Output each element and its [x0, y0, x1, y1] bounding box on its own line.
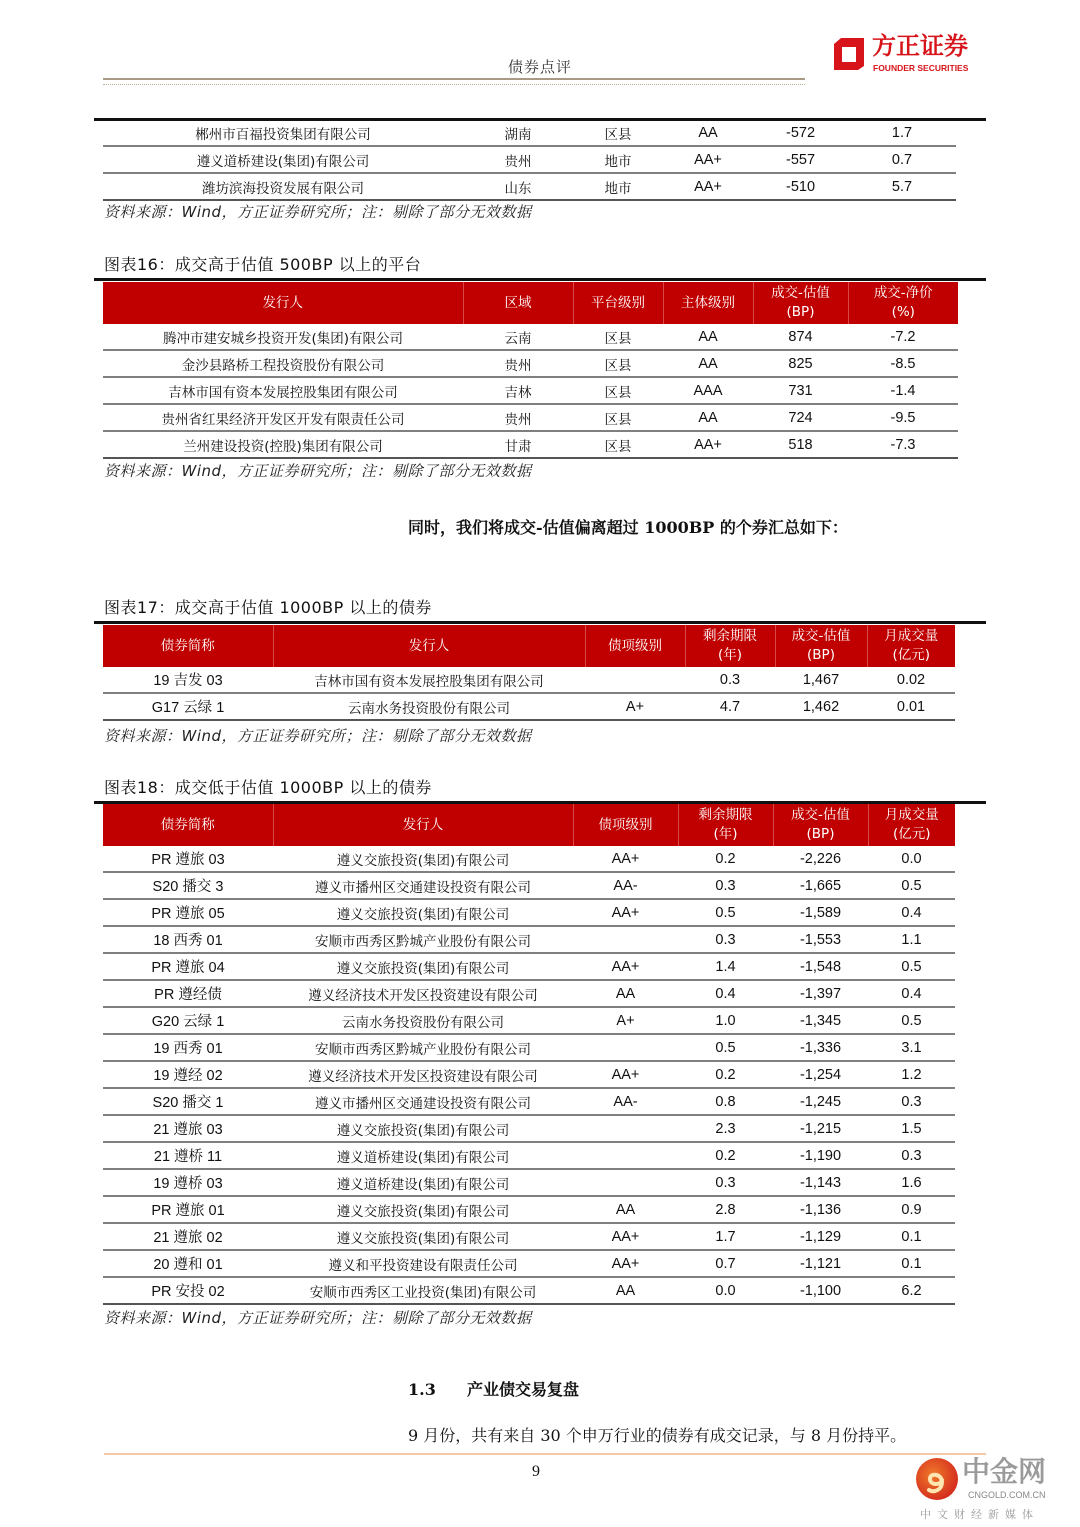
- col-header-bond-name: 债券简称: [103, 804, 273, 846]
- section-heading: [408, 1380, 579, 1400]
- report-section-title: 债券点评: [507, 58, 572, 76]
- issuer: 吉林市国有资本发展控股集团有限公司: [103, 377, 463, 404]
- bond-rating: AA: [573, 980, 678, 1007]
- spread-bp: -1,345: [773, 1007, 868, 1034]
- region: 贵州: [463, 404, 573, 431]
- spread-bp: -1,665: [773, 872, 868, 899]
- table-source-note: 资料来源：Wind，方正证券研究所；注：剔除了部分无效数据: [104, 462, 532, 480]
- section-number: 1.3: [408, 1380, 436, 1399]
- issuer: 贵州省红果经济开发区开发有限责任公司: [103, 404, 463, 431]
- footer-rule: [104, 1453, 986, 1455]
- remaining-term: 0.2: [678, 846, 773, 872]
- monthly-volume: 3.1: [868, 1034, 955, 1061]
- col-header-remaining-term: [685, 625, 775, 667]
- table-row: [103, 404, 958, 431]
- spread-bp: 518: [753, 431, 848, 458]
- col-header-issuer: 发行人: [273, 804, 573, 846]
- bond-rating: AA+: [573, 1223, 678, 1250]
- header-unit: (亿元): [892, 826, 931, 842]
- remaining-term: 0.3: [678, 1169, 773, 1196]
- table17-caption: 图表17：成交高于估值 1000BP 以上的债券: [104, 598, 432, 617]
- logo-text-en: FOUNDER SECURITIES: [873, 63, 969, 73]
- monthly-volume: 0.1: [868, 1223, 955, 1250]
- bond-rating: AA+: [573, 899, 678, 926]
- col-header-spread: [773, 804, 868, 846]
- spread-bp: 874: [753, 324, 848, 350]
- bond-rating: [573, 1115, 678, 1142]
- remaining-term: 0.3: [678, 872, 773, 899]
- spread-bp: -1,254: [773, 1061, 868, 1088]
- bond-rating: AA+: [573, 1250, 678, 1277]
- header-rule: [103, 78, 805, 80]
- monthly-volume: 0.9: [868, 1196, 955, 1223]
- table-row: [103, 1250, 955, 1277]
- remaining-term: 1.7: [678, 1223, 773, 1250]
- spread-bp: -2,226: [773, 846, 868, 872]
- monthly-volume: 0.1: [868, 1250, 955, 1277]
- logo-mark-icon: [832, 36, 866, 72]
- issuer: 遵义道桥建设(集团)有限公司: [273, 1142, 573, 1169]
- col-header-issuer-rating: 主体级别: [663, 282, 753, 324]
- table-row: [103, 846, 955, 872]
- monthly-volume: 0.5: [868, 953, 955, 980]
- table18-caption: 图表18：成交低于估值 1000BP 以上的债券: [104, 778, 432, 797]
- bond-name: G17 云绿 1: [103, 693, 273, 720]
- table-row: [103, 980, 955, 1007]
- table-row: [103, 1196, 955, 1223]
- page-number: 9: [532, 1463, 540, 1480]
- bond-name: 21 遵旅 03: [103, 1115, 273, 1142]
- spread-bp: -1,121: [773, 1250, 868, 1277]
- platform-level: 地市: [573, 146, 663, 173]
- bond-rating: AA+: [573, 1061, 678, 1088]
- net-price-diff: -1.4: [848, 377, 958, 404]
- table16: [103, 282, 958, 459]
- spread-bp: -1,245: [773, 1088, 868, 1115]
- spread-bp: 1,462: [775, 693, 867, 720]
- logo-text-cn: 方正证券: [872, 32, 968, 60]
- table-source-note: 资料来源：Wind，方正证券研究所；注：剔除了部分无效数据: [104, 727, 532, 745]
- issuer: 遵义交旅投资(集团)有限公司: [273, 899, 573, 926]
- issuer-rating: AAA: [663, 377, 753, 404]
- table-row: [103, 1277, 955, 1304]
- col-header-bond-rating: 债项级别: [585, 625, 685, 667]
- col-header-bond-rating: 债项级别: [573, 804, 678, 846]
- spread-bp: -1,553: [773, 926, 868, 953]
- rating: AA: [663, 120, 753, 146]
- col-header-bond-name: 债券简称: [103, 625, 273, 667]
- issuer: 腾冲市建安城乡投资开发(集团)有限公司: [103, 324, 463, 350]
- header-unit: (BP): [806, 826, 835, 842]
- bond-name: 18 西秀 01: [103, 926, 273, 953]
- bond-name: 19 吉发 03: [103, 667, 273, 693]
- table-row: [103, 872, 955, 899]
- header-unit: (%): [891, 304, 915, 320]
- spread-bp: -1,548: [773, 953, 868, 980]
- monthly-volume: 0.02: [867, 667, 955, 693]
- col-header-monthly-volume: [868, 804, 955, 846]
- table-row: [103, 899, 955, 926]
- col-header-region: 区域: [463, 282, 573, 324]
- bond-name: 19 遵经 02: [103, 1061, 273, 1088]
- spread-bp: -1,143: [773, 1169, 868, 1196]
- table-top-rule: [94, 621, 986, 624]
- table-row: [103, 1007, 955, 1034]
- remaining-term: 0.0: [678, 1277, 773, 1304]
- bond-name: 20 遵和 01: [103, 1250, 273, 1277]
- bond-rating: AA-: [573, 1088, 678, 1115]
- spread-bp: -1,190: [773, 1142, 868, 1169]
- region: 山东: [463, 173, 573, 200]
- bond-name: PR 遵旅 04: [103, 953, 273, 980]
- remaining-term: 2.3: [678, 1115, 773, 1142]
- table-row: [103, 120, 956, 146]
- table-header-row: [103, 625, 955, 667]
- remaining-term: 0.3: [685, 667, 775, 693]
- table-top-rule: [94, 278, 986, 281]
- table15-tail: [103, 120, 956, 201]
- bond-name: 19 西秀 01: [103, 1034, 273, 1061]
- watermark-en: CNGOLD.COM.CN: [968, 1490, 1046, 1500]
- bond-name: PR 遵旅 03: [103, 846, 273, 872]
- issuer: 遵义道桥建设(集团)有限公司: [103, 146, 463, 173]
- table-row: [103, 173, 956, 200]
- issuer: 遵义交旅投资(集团)有限公司: [273, 1223, 573, 1250]
- issuer: 遵义市播州区交通建设投资有限公司: [273, 872, 573, 899]
- issuer: 云南水务投资股份有限公司: [273, 693, 585, 720]
- header-line: 成交-估值: [791, 628, 851, 644]
- platform-level: 区县: [573, 120, 663, 146]
- spread-bp: -510: [753, 173, 848, 200]
- section-title: 产业债交易复盘: [467, 1380, 580, 1399]
- issuer: 郴州市百福投资集团有限公司: [103, 120, 463, 146]
- table-row: [103, 350, 958, 377]
- table-row: [103, 1088, 955, 1115]
- table-row: [103, 1061, 955, 1088]
- remaining-term: 0.5: [678, 899, 773, 926]
- table-row: [103, 693, 955, 720]
- bond-rating: A+: [573, 1007, 678, 1034]
- issuer: 安顺市西秀区工业投资(集团)有限公司: [273, 1277, 573, 1304]
- remaining-term: 0.2: [678, 1061, 773, 1088]
- section-paragraph: 9 月份，共有来自 30 个申万行业的债券有成交记录，与 8 月份持平。: [408, 1426, 907, 1445]
- bond-rating: AA+: [573, 846, 678, 872]
- rating: AA+: [663, 146, 753, 173]
- table18: [103, 804, 955, 1305]
- spread-bp: -1,136: [773, 1196, 868, 1223]
- rating: AA+: [663, 173, 753, 200]
- spread-bp: -1,215: [773, 1115, 868, 1142]
- issuer: 安顺市西秀区黔城产业股份有限公司: [273, 926, 573, 953]
- issuer-rating: AA: [663, 324, 753, 350]
- table-row: [103, 667, 955, 693]
- table-row: [103, 146, 956, 173]
- spread-bp: 724: [753, 404, 848, 431]
- issuer-rating: AA: [663, 350, 753, 377]
- net-price-diff: -7.2: [848, 324, 958, 350]
- spread-bp: -572: [753, 120, 848, 146]
- net-price-diff: 5.7: [848, 173, 956, 200]
- col-header-remaining-term: [678, 804, 773, 846]
- issuer: 遵义道桥建设(集团)有限公司: [273, 1169, 573, 1196]
- monthly-volume: 0.0: [868, 846, 955, 872]
- table-row: [103, 953, 955, 980]
- issuer: 吉林市国有资本发展控股集团有限公司: [273, 667, 585, 693]
- table-row: [103, 324, 958, 350]
- bond-name: G20 云绿 1: [103, 1007, 273, 1034]
- net-price-diff: -9.5: [848, 404, 958, 431]
- header-line: 剩余期限: [703, 628, 757, 644]
- issuer: 潍坊滨海投资发展有限公司: [103, 173, 463, 200]
- net-price-diff: 1.7: [848, 120, 956, 146]
- bond-rating: [585, 667, 685, 693]
- col-header-spread: [775, 625, 867, 667]
- platform-level: 区县: [573, 350, 663, 377]
- spread-bp: -1,336: [773, 1034, 868, 1061]
- bond-rating: [573, 1142, 678, 1169]
- col-header-spread: [753, 282, 848, 324]
- table-row: [103, 1115, 955, 1142]
- header-line: 成交-估值: [771, 285, 830, 301]
- spread-bp: 731: [753, 377, 848, 404]
- col-header-monthly-volume: [867, 625, 955, 667]
- remaining-term: 0.2: [678, 1142, 773, 1169]
- remaining-term: 0.5: [678, 1034, 773, 1061]
- spread-bp: -1,100: [773, 1277, 868, 1304]
- monthly-volume: 1.6: [868, 1169, 955, 1196]
- header-unit: (年): [713, 826, 738, 842]
- issuer-rating: AA: [663, 404, 753, 431]
- header-unit: (年): [717, 647, 743, 663]
- bond-name: 21 遵旅 02: [103, 1223, 273, 1250]
- header-dotted-rule: [103, 84, 805, 85]
- table-row: [103, 1223, 955, 1250]
- bond-name: PR 遵旅 05: [103, 899, 273, 926]
- remaining-term: 2.8: [678, 1196, 773, 1223]
- table-source-note: 资料来源：Wind，方正证券研究所；注：剔除了部分无效数据: [104, 203, 532, 221]
- spread-bp: -1,129: [773, 1223, 868, 1250]
- spread-bp: -557: [753, 146, 848, 173]
- issuer: 遵义市播州区交通建设投资有限公司: [273, 1088, 573, 1115]
- header-line: 成交-净价: [873, 285, 933, 301]
- col-header-net-price: [848, 282, 958, 324]
- bond-rating: AA: [573, 1277, 678, 1304]
- remaining-term: 4.7: [685, 693, 775, 720]
- issuer: 遵义交旅投资(集团)有限公司: [273, 1196, 573, 1223]
- monthly-volume: 1.2: [868, 1061, 955, 1088]
- platform-level: 区县: [573, 431, 663, 458]
- table-row: [103, 926, 955, 953]
- remaining-term: 1.4: [678, 953, 773, 980]
- header-unit: (BP): [807, 647, 835, 663]
- col-header-issuer: 发行人: [103, 282, 463, 324]
- bond-name: PR 安投 02: [103, 1277, 273, 1304]
- monthly-volume: 0.5: [868, 872, 955, 899]
- issuer: 遵义和平投资建设有限责任公司: [273, 1250, 573, 1277]
- table-header-row: [103, 282, 958, 324]
- remaining-term: 0.3: [678, 926, 773, 953]
- region: 吉林: [463, 377, 573, 404]
- bond-name: 19 遵桥 03: [103, 1169, 273, 1196]
- header-unit: (BP): [786, 304, 815, 320]
- issuer: 遵义交旅投资(集团)有限公司: [273, 1115, 573, 1142]
- bond-name: S20 播交 1: [103, 1088, 273, 1115]
- monthly-volume: 0.4: [868, 980, 955, 1007]
- watermark-sub: 中文财经新媒体: [920, 1508, 1039, 1521]
- paragraph-summary: 同时，我们将成交-估值偏离超过 1000BP 的个券汇总如下：: [408, 518, 848, 537]
- platform-level: 区县: [573, 404, 663, 431]
- header-line: 剩余期限: [698, 807, 753, 823]
- table-source-note: 资料来源：Wind，方正证券研究所；注：剔除了部分无效数据: [104, 1309, 532, 1327]
- issuer: 遵义经济技术开发区投资建设有限公司: [273, 1061, 573, 1088]
- monthly-volume: 0.3: [868, 1088, 955, 1115]
- monthly-volume: 0.3: [868, 1142, 955, 1169]
- remaining-term: 0.4: [678, 980, 773, 1007]
- bond-rating: [573, 926, 678, 953]
- founder-securities-logo: [832, 32, 992, 76]
- issuer: 遵义交旅投资(集团)有限公司: [273, 846, 573, 872]
- issuer: 兰州建设投资(控股)集团有限公司: [103, 431, 463, 458]
- monthly-volume: 6.2: [868, 1277, 955, 1304]
- table-row: [103, 1169, 955, 1196]
- remaining-term: 0.8: [678, 1088, 773, 1115]
- table16-caption: 图表16：成交高于估值 500BP 以上的平台: [104, 255, 422, 274]
- header-line: 月成交量: [884, 628, 939, 644]
- monthly-volume: 0.01: [867, 693, 955, 720]
- remaining-term: 1.0: [678, 1007, 773, 1034]
- region: 甘肃: [463, 431, 573, 458]
- remaining-term: 0.7: [678, 1250, 773, 1277]
- cngold-watermark: [916, 1456, 1080, 1527]
- monthly-volume: 0.4: [868, 899, 955, 926]
- spread-bp: 1,467: [775, 667, 867, 693]
- bond-name: 21 遵桥 11: [103, 1142, 273, 1169]
- bond-rating: AA-: [573, 872, 678, 899]
- spread-bp: 825: [753, 350, 848, 377]
- issuer: 金沙县路桥工程投资股份有限公司: [103, 350, 463, 377]
- col-header-issuer: 发行人: [273, 625, 585, 667]
- watermark-cn: 中金网: [962, 1455, 1047, 1488]
- monthly-volume: 1.1: [868, 926, 955, 953]
- monthly-volume: 0.5: [868, 1007, 955, 1034]
- platform-level: 地市: [573, 173, 663, 200]
- table17: [103, 625, 955, 721]
- net-price-diff: -8.5: [848, 350, 958, 377]
- table-header-row: [103, 804, 955, 846]
- bond-rating: A+: [585, 693, 685, 720]
- issuer: 遵义经济技术开发区投资建设有限公司: [273, 980, 573, 1007]
- table-row: [103, 1034, 955, 1061]
- issuer-rating: AA+: [663, 431, 753, 458]
- bond-rating: [573, 1034, 678, 1061]
- bond-name: S20 播交 3: [103, 872, 273, 899]
- header-line: 成交-估值: [791, 807, 850, 823]
- region: 贵州: [463, 146, 573, 173]
- platform-level: 区县: [573, 324, 663, 350]
- bond-rating: AA+: [573, 953, 678, 980]
- bond-rating: [573, 1169, 678, 1196]
- region: 湖南: [463, 120, 573, 146]
- spread-bp: -1,589: [773, 899, 868, 926]
- issuer: 安顺市西秀区黔城产业股份有限公司: [273, 1034, 573, 1061]
- spread-bp: -1,397: [773, 980, 868, 1007]
- bond-name: PR 遵旅 01: [103, 1196, 273, 1223]
- bond-rating: AA: [573, 1196, 678, 1223]
- platform-level: 区县: [573, 377, 663, 404]
- cngold-logo-icon: [916, 1458, 958, 1500]
- table-row: [103, 377, 958, 404]
- issuer: 遵义交旅投资(集团)有限公司: [273, 953, 573, 980]
- header-unit: (亿元): [892, 647, 931, 663]
- net-price-diff: 0.7: [848, 146, 956, 173]
- table-row: [103, 1142, 955, 1169]
- table-row: [103, 431, 958, 458]
- net-price-diff: -7.3: [848, 431, 958, 458]
- region: 贵州: [463, 350, 573, 377]
- monthly-volume: 1.5: [868, 1115, 955, 1142]
- issuer: 云南水务投资股份有限公司: [273, 1007, 573, 1034]
- region: 云南: [463, 324, 573, 350]
- header-line: 月成交量: [884, 807, 939, 823]
- col-header-platform-level: 平台级别: [573, 282, 663, 324]
- bond-name: PR 遵经债: [103, 980, 273, 1007]
